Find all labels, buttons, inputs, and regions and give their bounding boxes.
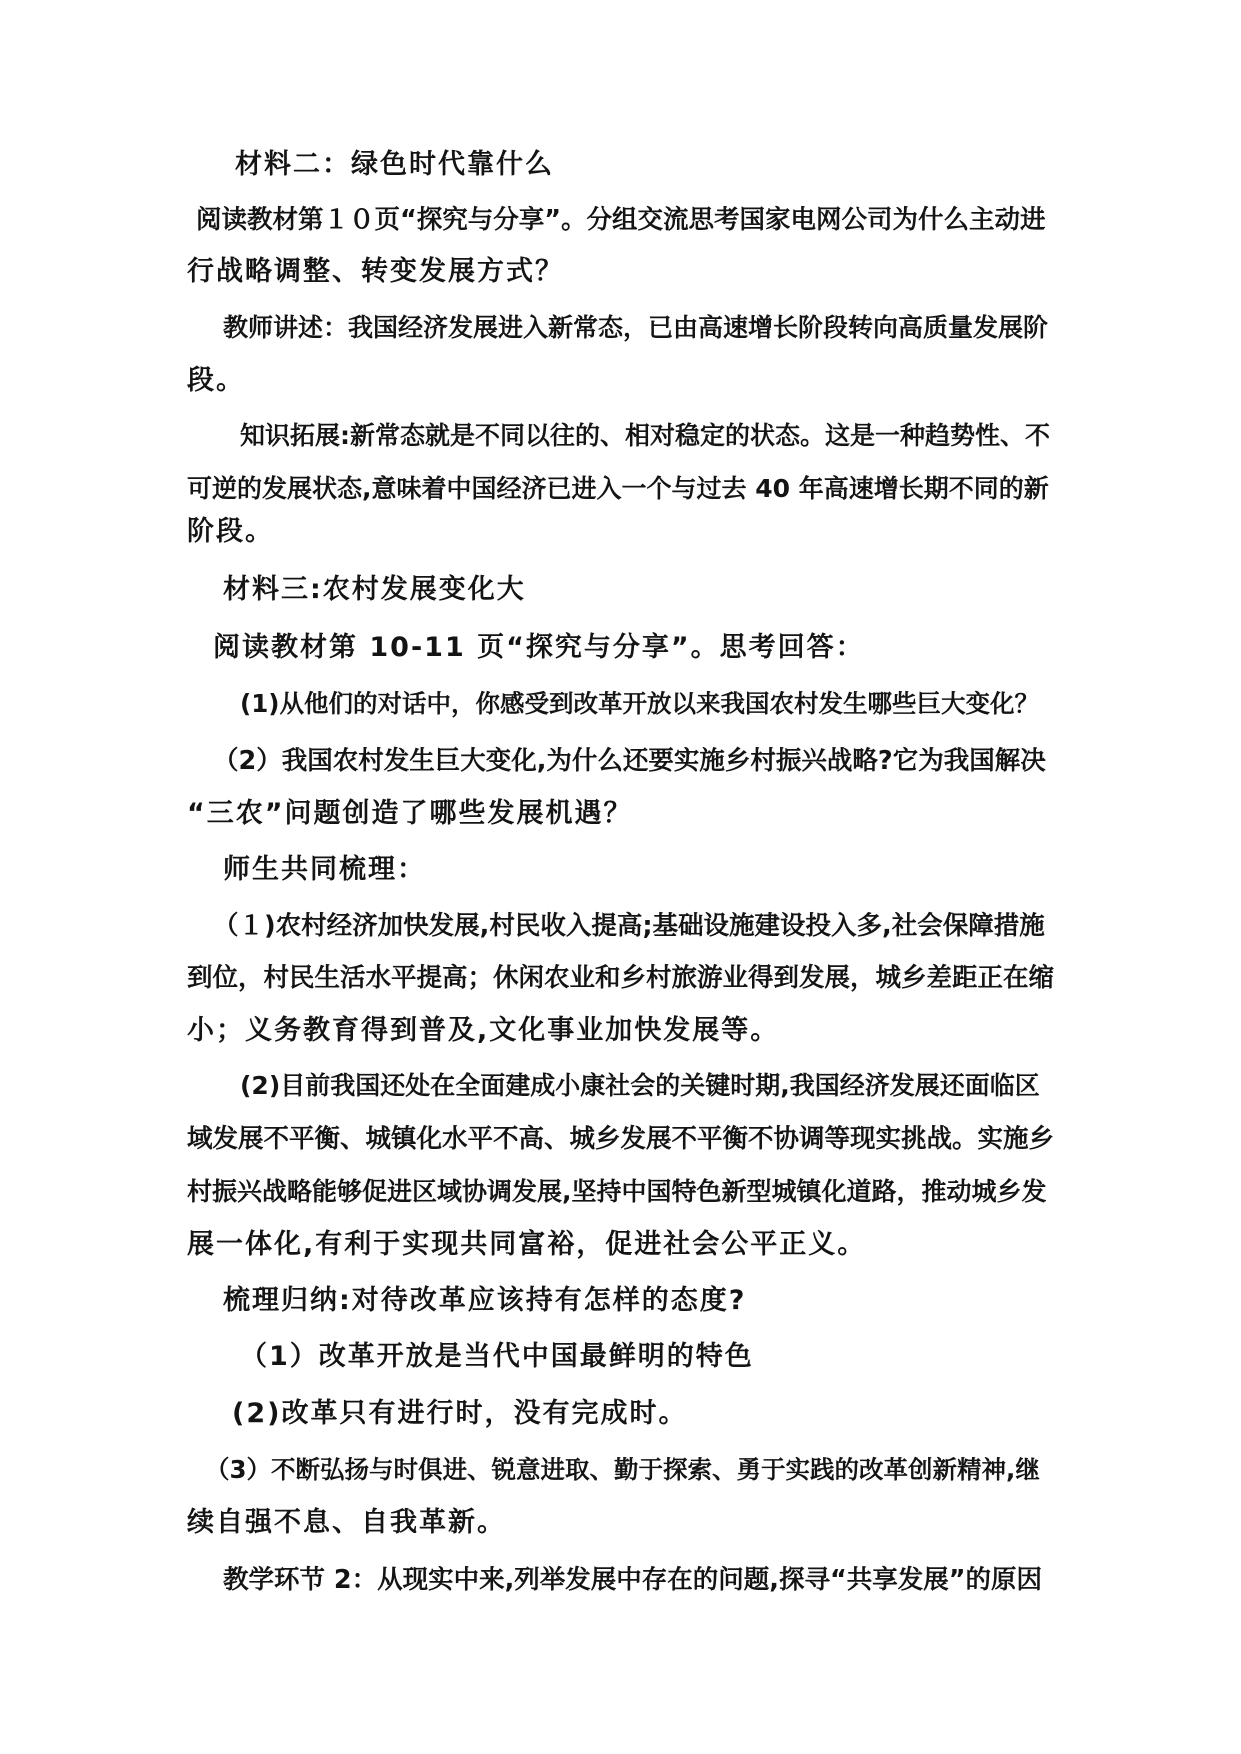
- read-textbook-p10-11: 阅读教材第 10-11 页“探究与分享”。思考回答：: [213, 632, 865, 663]
- teaching-step-2: 教学环节 2：从现实中来,列举发展中存在的问题,探寻“共享发展”的原因: [223, 1565, 1043, 1595]
- read-textbook-p10-line-2: 行战略调整、转变发展方式？: [187, 256, 564, 287]
- answer-1-line-3: 小；义务教育得到普及,文化事业加快发展等。: [187, 1015, 780, 1046]
- read-textbook-p10-line-1: 阅读教材第１０页“探究与分享”。分组交流思考国家电网公司为什么主动进: [196, 205, 1046, 235]
- question-2-line-1: （2）我国农村发生巨大变化,为什么还要实施乡村振兴战略?它为我国解决: [213, 746, 1046, 776]
- question-2-line-2: “三农”问题创造了哪些发展机遇？: [187, 798, 633, 829]
- answer-2-line-3: 村振兴战略能够促进区域协调发展,坚持中国特色新型城镇化道路，推动城乡发: [187, 1177, 1047, 1206]
- conclusion-heading: 梳理归纳:对待改革应该持有怎样的态度?: [223, 1285, 747, 1316]
- conclusion-3-line-2: 续自强不息、自我革新。: [187, 1507, 506, 1538]
- conclusion-1: （1）改革开放是当代中国最鲜明的特色: [240, 1341, 754, 1372]
- answer-2-line-1: (2)目前我国还处在全面建成小康社会的关键时期,我国经济发展还面临区: [240, 1071, 1040, 1100]
- answer-2-line-2: 域发展不平衡、城镇化水平不高、城乡发展不平衡不协调等现实挑战。实施乡: [187, 1124, 1055, 1154]
- question-1: (1)从他们的对话中，你感受到改革开放以来我国农村发生哪些巨大变化？: [240, 689, 1039, 718]
- conclusion-2: (2)改革只有进行时，没有完成时。: [232, 1398, 688, 1429]
- answer-1-line-2: 到位，村民生活水平提高；休闲农业和乡村旅游业得到发展，城乡差距正在缩: [187, 963, 1055, 993]
- answer-1-line-1: （１)农村经济加快发展,村民收入提高;基础设施建设投入多,社会保障措施: [213, 911, 1045, 941]
- knowledge-extension-line-2: 可逆的发展状态,意味着中国经济已进入一个与过去 40 年高速增长期不同的新: [187, 474, 1049, 503]
- answer-2-line-4: 展一体化,有利于实现共同富裕，促进社会公平正义。: [187, 1229, 867, 1260]
- knowledge-extension-line-3: 阶段。: [187, 516, 274, 547]
- conclusion-3-line-1: （3）不断弘扬与时俱进、锐意进取、勤于探索、勇于实践的改革创新精神,继: [205, 1455, 1040, 1484]
- material-2-title: 材料二：绿色时代靠什么: [235, 149, 554, 180]
- teacher-talk-line-2: 段。: [187, 365, 245, 396]
- material-3-title: 材料三:农村发展变化大: [223, 574, 526, 605]
- summary-heading: 师生共同梳理：: [223, 854, 426, 885]
- teacher-talk-line-1: 教师讲述：我国经济发展进入新常态，已由高速增长阶段转向高质量发展阶: [223, 313, 1049, 342]
- knowledge-extension-line-1: 知识拓展:新常态就是不同以往的、相对稳定的状态。这是一种趋势性、不: [240, 421, 1051, 450]
